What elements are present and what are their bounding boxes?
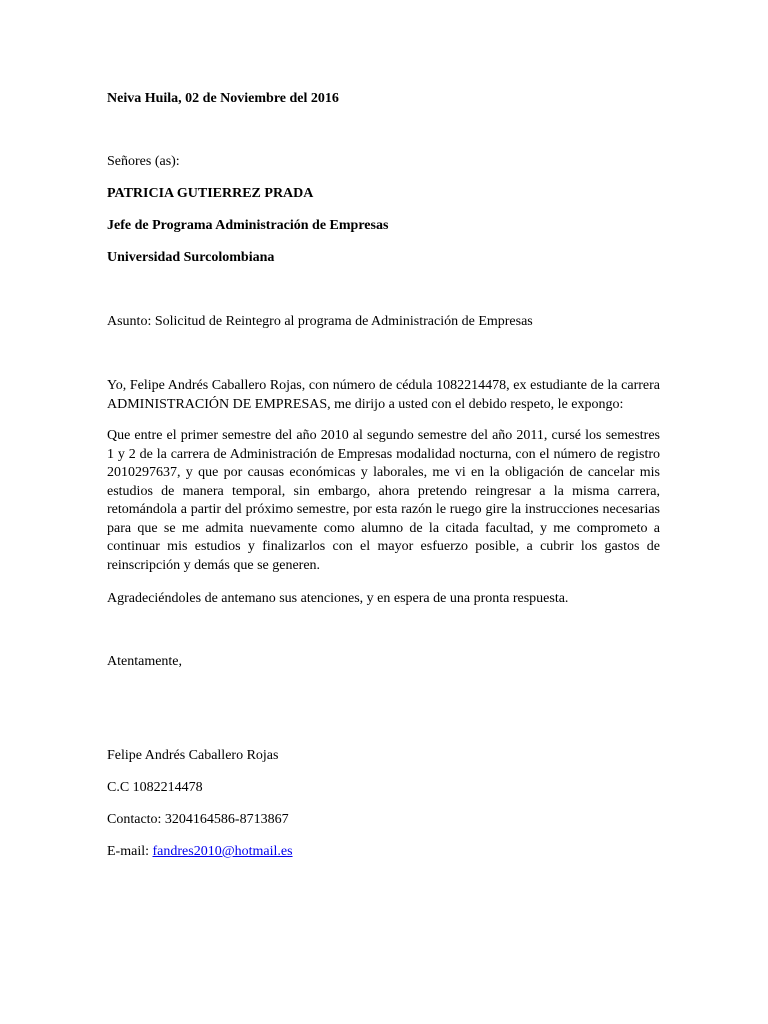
email-label: E-mail:	[107, 844, 153, 859]
recipient-name: PATRICIA GUTIERREZ PRADA	[107, 186, 314, 201]
closing: Atentamente,	[107, 654, 183, 669]
contact-line: Contacto: 3204164586-8713867	[107, 812, 289, 827]
email-link[interactable]: fandres2010@hotmail.es	[152, 844, 293, 859]
date-line: Neiva Huila, 02 de Noviembre del 2016	[107, 91, 339, 106]
body-paragraph: Que entre el primer semestre del año 2010 al segundo semestre del año 2011, cursé los semestres 1 y 2 de la carrera de Administración de Empresas modalidad nocturna, con el número de registro 2010297637, y que por causas económicas y laborales, me vi en la obligación de cancelar mis estudios de manera temporal, sin embargo, ahora pretendo reingresar a la misma carrera, retomándola a partir del próximo semestre, por esta razón le ruego gire la instrucciones necesarias para que se me admita nuevamente como alumno de la citada facultad, y me comprometo a continuar mis estudios y finalizarlos con el mayor esfuerzo posible, a cubrir los gastos de reinscripción y demás que se generen.	[107, 428, 660, 573]
signer-name: Felipe Andrés Caballero Rojas	[107, 748, 279, 763]
salutation: Señores (as):	[107, 154, 180, 169]
signer-id: C.C 1082214478	[107, 780, 203, 795]
thanks-paragraph: Agradeciéndoles de antemano sus atenciones, y en espera de una pronta respuesta.	[107, 591, 569, 606]
recipient-title: Jefe de Programa Administración de Empresas	[107, 218, 389, 233]
subject-line: Asunto: Solicitud de Reintegro al programa de Administración de Empresas	[107, 314, 533, 329]
recipient-institution: Universidad Surcolombiana	[107, 250, 275, 265]
email-line	[107, 843, 293, 861]
intro-paragraph: Yo, Felipe Andrés Caballero Rojas, con número de cédula 1082214478, ex estudiante de la carrera ADMINISTRACIÓN DE EMPRESAS, me dirijo a usted con el debido respeto, le expongo:	[107, 378, 660, 412]
